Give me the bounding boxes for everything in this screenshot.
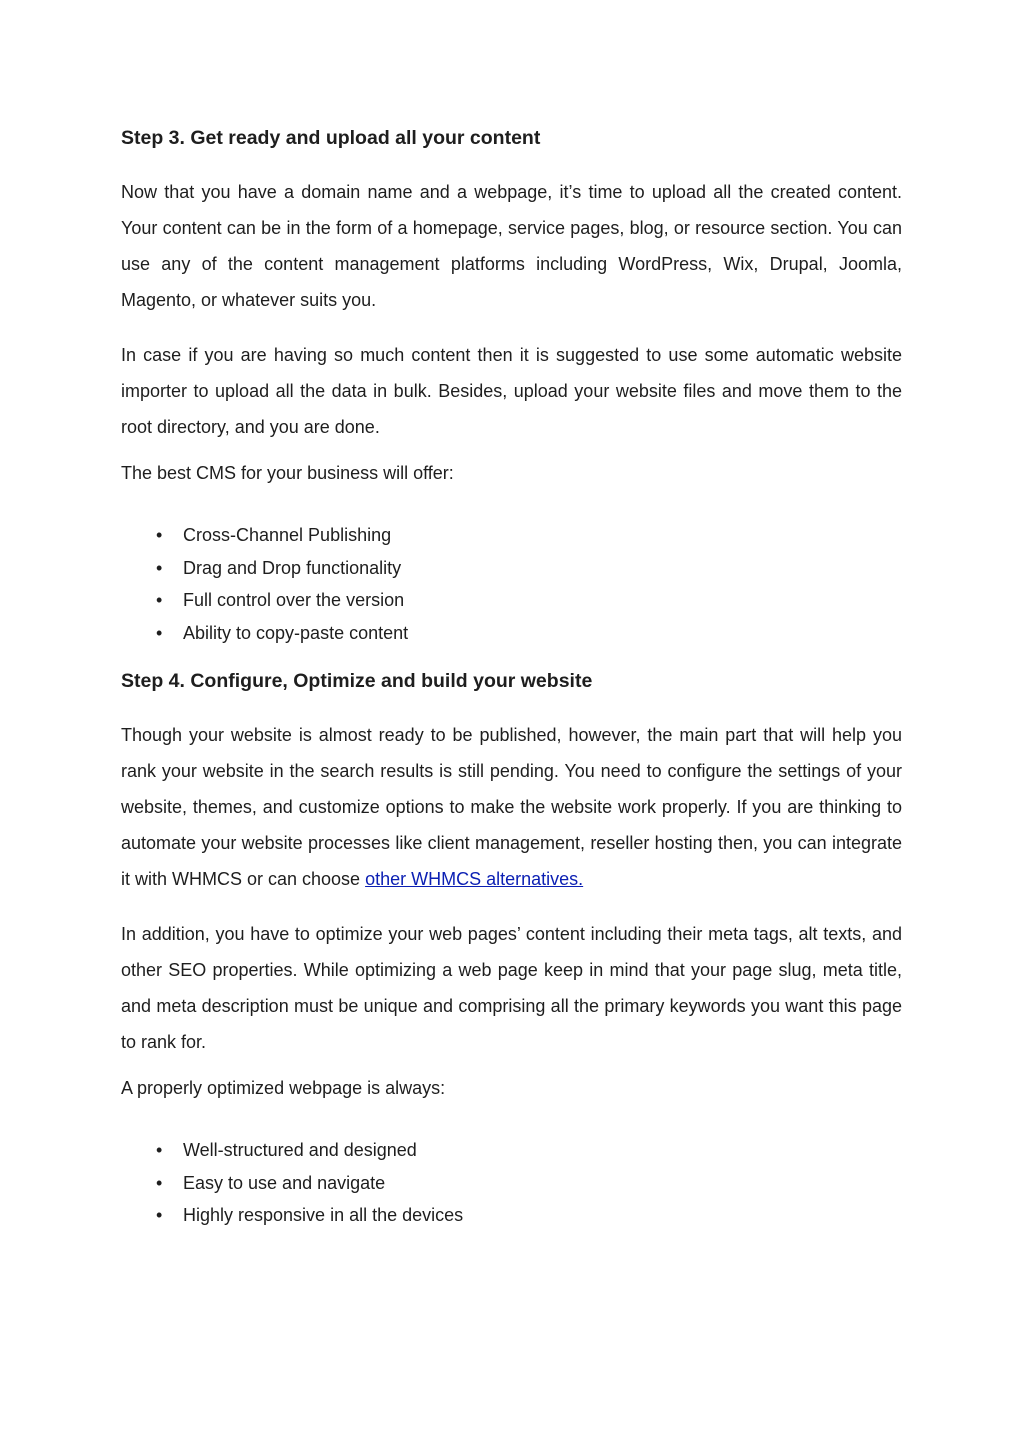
- list-item-text: Ability to copy-paste content: [183, 623, 409, 644]
- whmcs-alternatives-link[interactable]: other WHMCS alternatives.: [365, 868, 584, 889]
- list-item-text: Cross-Channel Publishing: [183, 525, 392, 545]
- list-item: [121, 584, 902, 617]
- list-item-text: Full control over the version: [183, 590, 405, 611]
- list-item: [121, 617, 902, 650]
- bullet-icon: •: [156, 623, 163, 644]
- list-item: [121, 1199, 902, 1232]
- bullet-icon: •: [156, 557, 163, 578]
- bullet-icon: •: [156, 590, 163, 611]
- document-body: [121, 122, 902, 1232]
- list-item: [121, 1134, 902, 1167]
- list-item-text: Highly responsive in all the devices: [183, 1205, 464, 1226]
- list-item-text: Easy to use and navigate: [183, 1172, 386, 1193]
- step4-paragraph-2: In addition, you have to optimize your web pages’ content including their meta tags, alt texts, and other SEO properties. While optimizing a web page keep in mind that your page slug, meta title, and meta description must be unique and comprising all the primary keywords you want this page to rank for.: [121, 923, 902, 1052]
- step4-paragraph-1: [121, 717, 902, 897]
- step3-heading: Step 3. Get ready and upload all your content: [121, 127, 541, 149]
- list-item: [121, 1167, 902, 1200]
- list-item: [121, 552, 902, 585]
- bullet-icon: •: [156, 1172, 163, 1193]
- step4-paragraph-1-text: Though your website is almost ready to be published, however, the main part that will help you rank your website in the search results is still pending. You need to configure the settings of your website, themes, and customize options to make the website work properly. If you are thinking to automate your website processes like client management, reseller hosting then, you can integrate it with WHMCS or can choose: [121, 724, 902, 889]
- step3-paragraph-2: In case if you are having so much content then it is suggested to use some automatic website importer to upload all the data in bulk. Besides, upload your website files and move them to the root directory, and you are done.: [121, 345, 902, 437]
- cms-features-list: [121, 519, 902, 650]
- list-item-text: Drag and Drop functionality: [183, 557, 402, 578]
- bullet-icon: •: [156, 1139, 163, 1160]
- optimized-webpage-list: [121, 1134, 902, 1232]
- list-item-text: Well-structured and designed: [183, 1139, 417, 1160]
- step4-heading: Step 4. Configure, Optimize and build your website: [121, 669, 593, 692]
- bullet-icon: •: [156, 1205, 163, 1226]
- list-item: [121, 519, 902, 552]
- bullet-icon: •: [156, 525, 163, 545]
- step4-list-intro: A properly optimized webpage is always:: [121, 1077, 446, 1098]
- step3-list-intro: The best CMS for your business will offer:: [121, 463, 454, 483]
- step3-paragraph-1: Now that you have a domain name and a webpage, it’s time to upload all the created content. Your content can be in the form of a homepage, service pages, blog, or resource section. You can use any of the content management platforms including WordPress, Wix, Drupal, Joomla, Magento, or whatever suits you.: [121, 182, 902, 310]
